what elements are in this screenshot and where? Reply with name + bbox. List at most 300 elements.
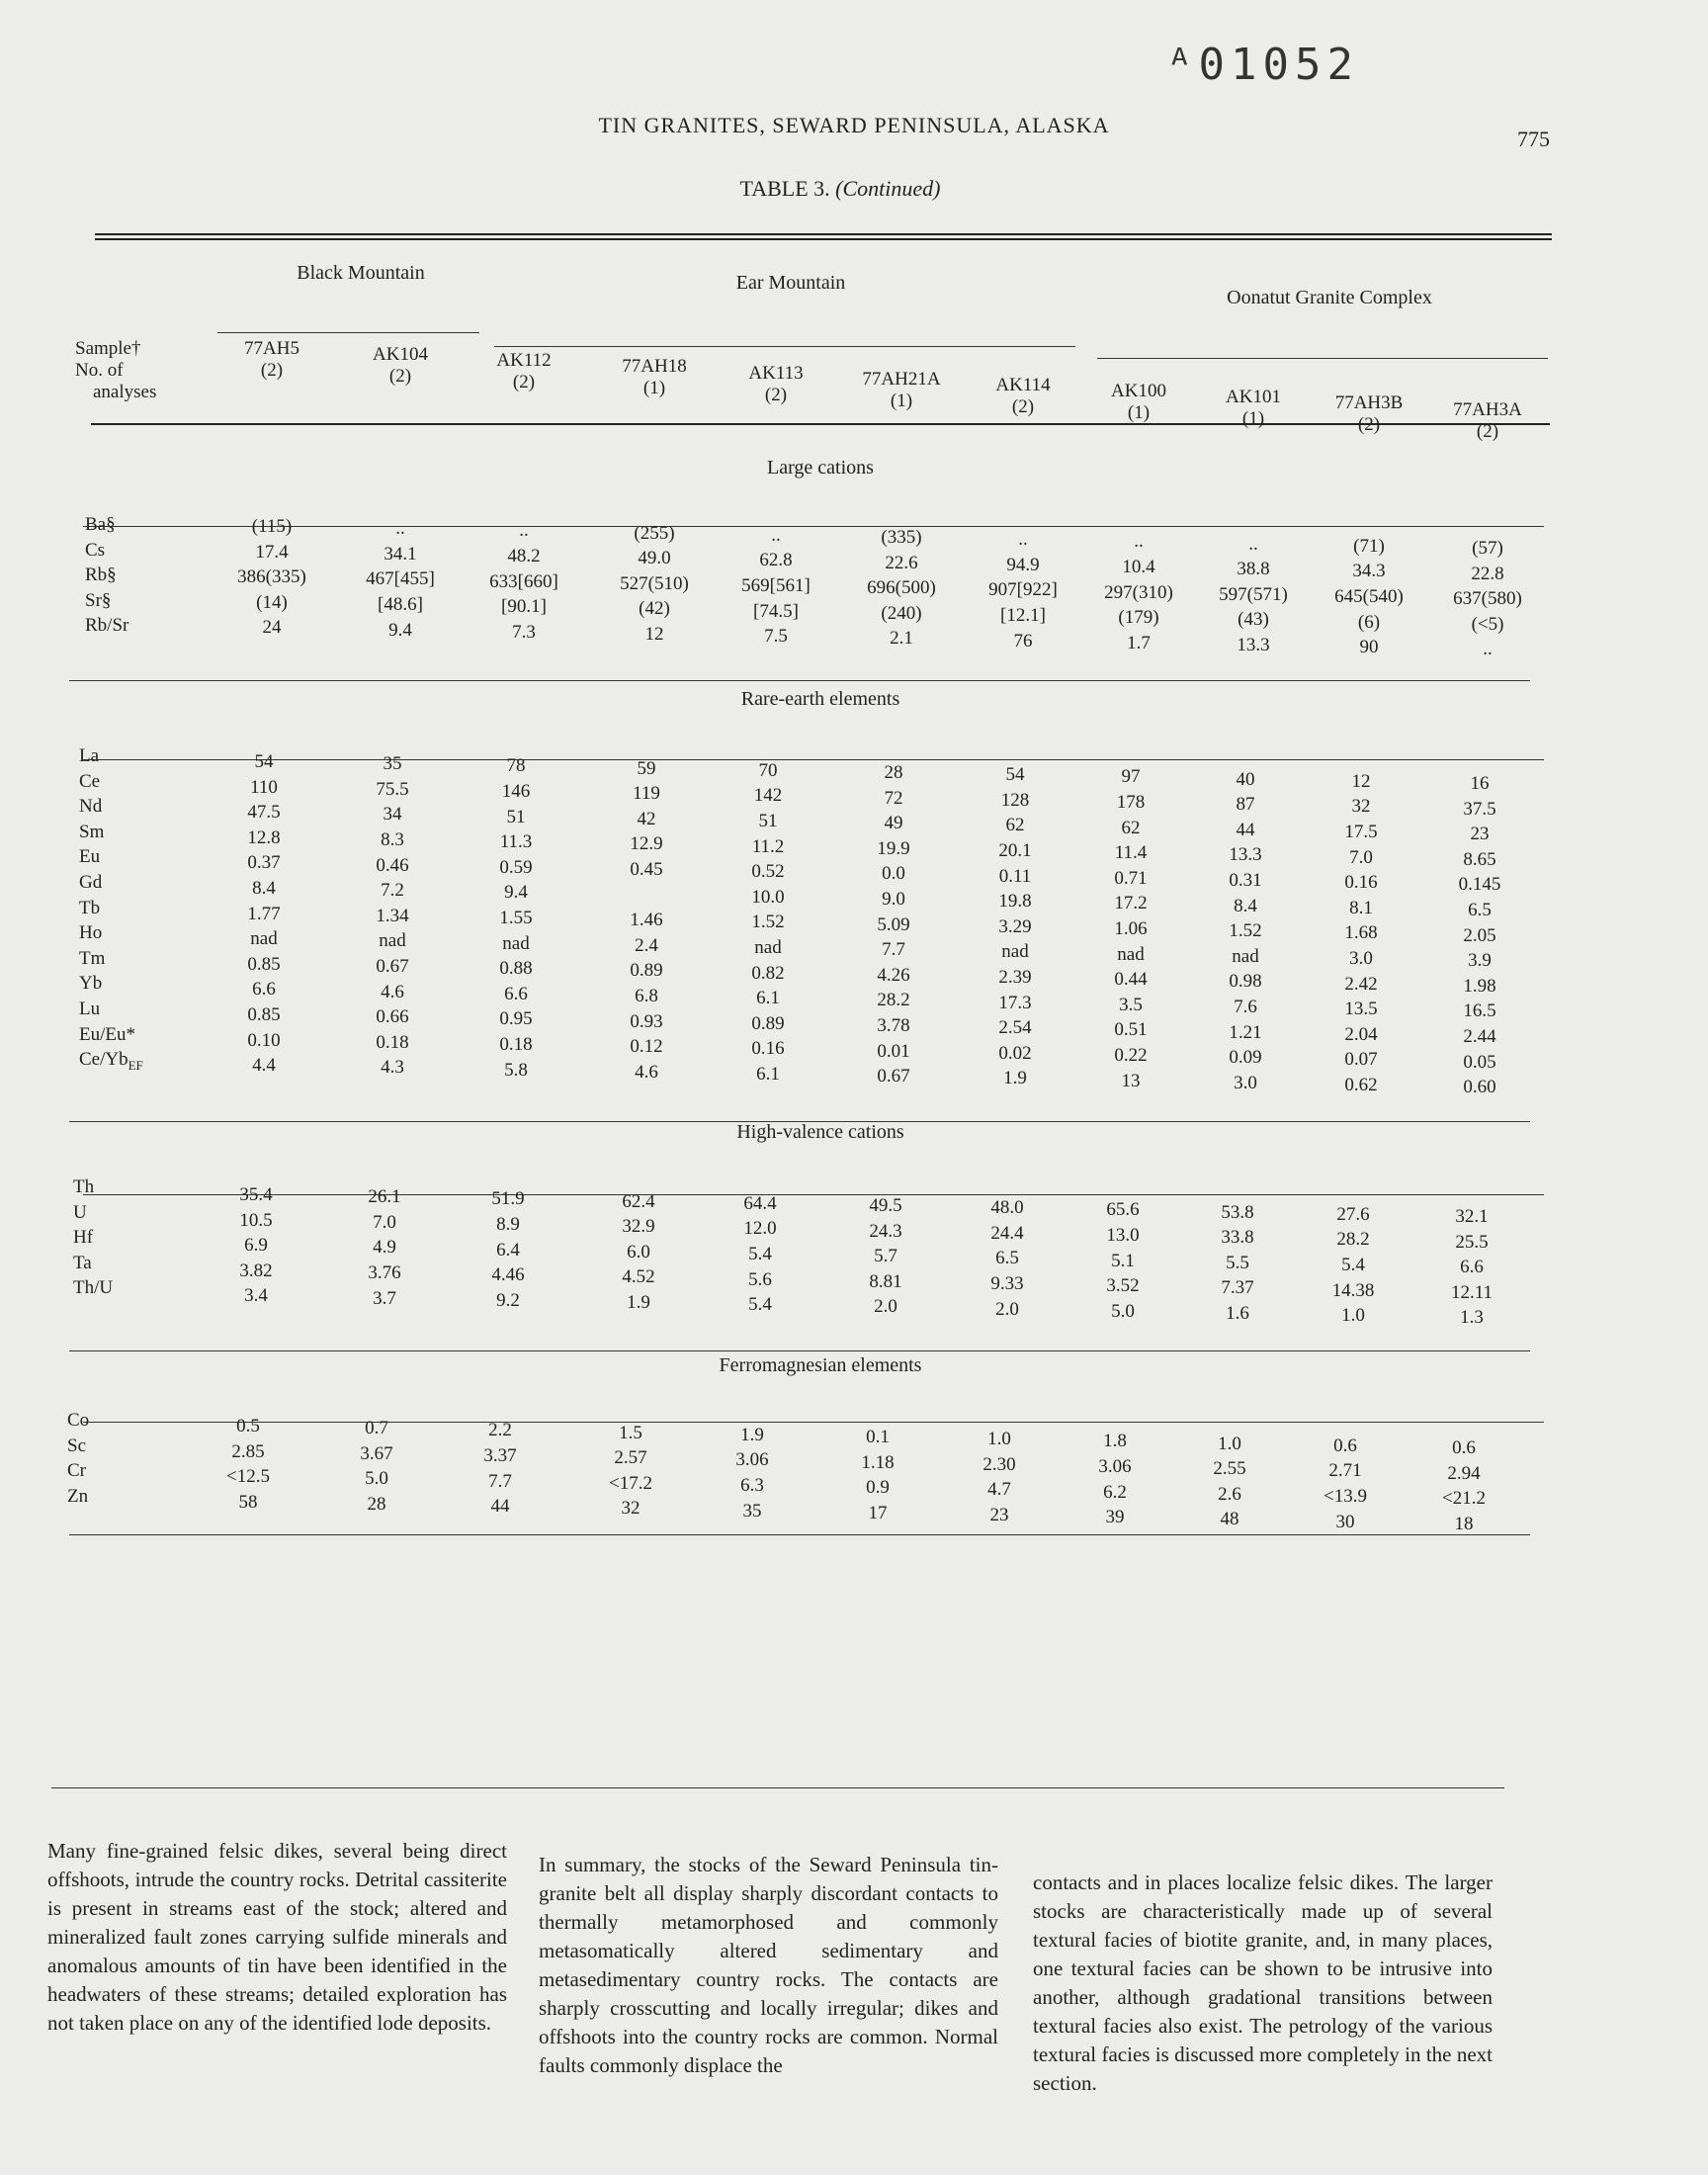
table-cell: 0.89 [751,1012,785,1034]
table-cell: 3.06 [735,1449,769,1471]
group-rule-ear [494,346,1075,347]
table-cell: 13.5 [1344,999,1378,1020]
table-cell: 0.0 [882,863,905,885]
sample-id: 77AH18 [622,356,687,378]
table-cell: (6) [1357,611,1381,633]
table-cell: nad [502,932,530,954]
table-cell: 3.37 [483,1444,517,1466]
data-column-AK104 [322,1416,431,1517]
table-cell: 6.1 [756,988,780,1009]
group-rule-black [217,332,479,333]
row-label: Hf [73,1227,94,1249]
data-column-AK113 [722,523,830,650]
table-cell: 32.1 [1455,1206,1489,1227]
table-cell: 2.55 [1213,1458,1246,1480]
data-column-77AH21A [831,1193,940,1320]
data-column-AK101 [1199,532,1308,658]
table-cell: 6.4 [496,1239,520,1261]
table-cell: 5.4 [748,1243,772,1264]
table-cell: 49 [884,813,903,834]
table-label: TABLE 3. [739,176,830,201]
table-cell: 13 [1121,1070,1141,1091]
table-cell: 0.44 [1114,969,1148,991]
table-cell: 6.2 [1103,1481,1127,1503]
table-cell: 49.0 [638,548,671,569]
table-cell: 5.09 [877,914,910,935]
table-cell: <21.2 [1442,1488,1486,1510]
table-cell: nad [379,930,406,952]
table-cell: 1.6 [1226,1302,1249,1324]
data-column-77AH18 [592,756,701,1086]
data-column-77AH5 [217,514,326,641]
section-title: Rare-earth elements [740,688,900,710]
data-column-AK112 [462,753,570,1083]
table-cell: 19.8 [998,891,1032,913]
table-cell: 59 [637,757,656,779]
data-column-77AH18 [584,1189,693,1316]
table-cell: 28.2 [1336,1229,1370,1251]
table-cell: 178 [1116,791,1146,813]
table-cell: 44 [490,1496,510,1518]
table-cell: 23 [989,1504,1009,1525]
sample-analyses-count: (2) [512,372,536,393]
data-column-AK112 [454,1186,562,1313]
row-label: Tb [79,897,101,918]
table-cell: 12.9 [630,833,663,855]
table-cell: 0.60 [1463,1077,1496,1098]
table-cell: 1.8 [1103,1431,1127,1452]
table-cell: 44 [1236,819,1255,840]
table-cell: 34 [383,804,402,826]
table-cell: <17.2 [609,1472,652,1494]
table-cell: 3.82 [239,1260,273,1281]
table-cell: 13.3 [1237,634,1270,655]
table-cell: 0.1 [866,1427,890,1447]
table-cell: 9.0 [882,888,905,910]
table-cell: 0.82 [751,962,785,984]
table-cell: 62.8 [759,550,793,571]
table-cell: 0.45 [630,858,663,880]
table-cell: 47.5 [247,802,281,824]
table-cell: 27.6 [1336,1203,1370,1225]
table-cell: 0.46 [376,854,409,876]
group-rule-oonatut [1097,358,1548,359]
table-cell: 0.52 [751,861,785,883]
table-cell: 0.6 [1333,1435,1357,1456]
table-cell: 7.7 [882,939,905,961]
sample-header-AK112 [465,350,583,393]
row-label: Eu [79,846,101,868]
sample-analyses-count: (1) [642,378,666,399]
sample-header-77AH18 [595,356,714,399]
table-cell: 94.9 [1006,554,1040,575]
row-label: Yb [79,973,103,995]
table-cell: 110 [250,776,278,798]
table-cell: 1.77 [247,903,281,924]
table-cell: 3.4 [244,1285,268,1307]
table-cell: 4.46 [491,1264,525,1286]
table-cell: 30 [1335,1511,1355,1532]
row-label: Sc [67,1435,86,1456]
table-cell: 12 [644,623,664,645]
data-column-77AH5 [194,1414,302,1515]
sample-analyses-count: (1) [1241,408,1265,430]
row-label: U [73,1201,87,1223]
table-cell: 0.67 [877,1066,910,1088]
table-cell: 8.4 [252,877,276,899]
row-label: Sr§ [85,589,112,611]
table-cell: (71) [1353,535,1385,557]
data-column-77AH3A [1417,1204,1526,1331]
sample-analyses-count: (2) [388,366,412,388]
table-cell: 22.6 [885,552,918,573]
table-cell: 39 [1105,1507,1125,1528]
sample-header-77AH3B [1310,392,1428,436]
table-cell: 5.7 [874,1246,897,1267]
table-cell: 75.5 [376,778,409,800]
sample-analyses-count: (2) [1476,420,1499,442]
table-cell: 527(510) [620,572,689,594]
row-label: Ho [79,922,103,944]
sample-id: AK112 [496,350,552,372]
table-cell: 17.2 [1114,893,1148,914]
table-cell: 146 [501,780,531,802]
table-cell: 9.2 [496,1289,520,1311]
table-cell: 597(571) [1219,583,1288,605]
table-cell: 1.52 [751,912,785,933]
table-cell: 23 [1470,824,1490,845]
table-cell: 7.3 [512,621,536,643]
table-cell: 13.3 [1229,844,1262,866]
row-labels [67,1408,89,1509]
table-cell: 12 [1351,770,1371,792]
table-cell: .. [395,518,405,540]
table-cell: 78 [506,755,526,777]
row-label: Eu/Eu* [79,1023,135,1045]
table-cell: 5.6 [748,1268,772,1290]
table-cell: 1.9 [1003,1068,1027,1089]
sample-id: 77AH21A [862,368,941,390]
table-cell: nad [1117,943,1145,965]
table-cell: 3.0 [1234,1072,1257,1093]
table-cell: 32.9 [622,1216,655,1238]
table-cell: 2.05 [1463,924,1496,946]
table-cell: 32 [621,1498,640,1520]
body-column-2: In summary, the stocks of the Seward Peninsula tin-granite belt all display sharply discordant contacts to thermally metamorphosed and commonly metasomatically altered sedimentary and metasedimentary country rocks. The contacts are sharply crosscutting and locally irregular; dikes and offshoots into the country rocks are common. Normal faults commonly displace the [539,1853,998,2077]
table-cell: 90 [1359,637,1379,658]
table-cell: 0.16 [751,1038,785,1060]
table-cell: 62.4 [622,1190,655,1212]
sample-id: 77AH5 [244,338,299,359]
table-cell: 17 [868,1502,888,1523]
table-cell: 0.66 [376,1006,409,1028]
table-cell: 7.7 [488,1470,512,1492]
table-cell: 8.4 [1234,895,1257,916]
table-cell: 2.57 [614,1447,647,1469]
table-cell: 28 [884,762,903,783]
table-cell: 8.3 [381,828,404,850]
table-cell: 1.52 [1229,920,1262,942]
table-cell: 11.2 [751,835,785,857]
table-cell: 0.5 [236,1416,260,1436]
table-cell: 0.67 [376,955,409,977]
table-cell: 2.2 [488,1420,512,1441]
body-column-1: Many fine-grained felsic dikes, several being direct offshoots, intrude the country rocks. Detrital cassiterite is present in streams east of the stock; altered and mineralized fault zones carrying sulfide minerals and anomalous amounts of tin have been identified in the headwaters of these streams; detailed exploration has not taken place on any of the identified lode deposits. [47,1839,507,2035]
table-cell: 5.4 [748,1294,772,1316]
table-cell: 0.09 [1229,1047,1262,1069]
data-column-77AH21A [847,525,956,652]
sample-header-77AH5 [213,338,331,382]
data-column-77AH3B [1315,534,1423,660]
group-oonatut: Oonatut Granite Complex [1227,287,1432,308]
data-column-AK100 [1068,1197,1177,1324]
table-cell: 0.18 [376,1031,409,1053]
table-cell: 0.6 [1452,1437,1476,1458]
table-cell: 10.5 [239,1209,273,1231]
table-cell: 48.0 [990,1197,1024,1219]
table-cell: 1.9 [740,1424,764,1445]
table-cell: 2.0 [874,1296,897,1318]
row-label: Gd [79,871,103,893]
data-column-77AH5 [210,749,318,1079]
table-cell: 7.2 [381,880,404,902]
row-labels [79,743,143,1073]
table-cell: 9.33 [990,1272,1024,1294]
data-column-AK114 [945,1427,1054,1527]
data-column-AK101 [1175,1432,1284,1532]
running-head: TIN GRANITES, SEWARD PENINSULA, ALASKA [598,113,1110,137]
data-column-AK100 [1076,764,1185,1093]
table-cell: 70 [758,759,778,781]
table-cell: 0.98 [1229,971,1262,993]
table-cell: 1.5 [619,1422,642,1443]
table-cell: 386(335) [237,566,306,588]
table-cell: 12.0 [743,1218,777,1240]
data-column-77AH21A [823,1425,932,1525]
sample-header-AK100 [1079,381,1198,424]
footnote-rule [51,1787,1504,1788]
body-column-3: contacts and in places localize felsic dikes. The larger stocks are characteristically made up of several textural facies of biotite granite, and, in many places, one textural facies can be shown to be intrusive into another, although gradational transitions between textural facies also exist. The petrology of the various textural facies is discussed more completely in the next section. [1033,1870,1493,2095]
data-column-AK101 [1191,767,1300,1096]
table-cell: 35 [383,753,402,775]
table-cell: 645(540) [1334,585,1404,607]
table-cell: .. [519,520,529,542]
table-cell: 467[455] [366,568,435,590]
sample-id: AK114 [995,374,1051,395]
table-cell: 42 [637,808,656,829]
row-labels [85,512,128,639]
table-cell: (14) [256,591,288,613]
sample-analyses-count: (1) [890,390,913,411]
row-label: Ta [73,1252,92,1273]
table-caption [0,176,1680,202]
table-cell: 2.54 [998,1017,1032,1039]
table-top-rule [95,233,1552,235]
table-cell: 1.0 [1341,1305,1365,1327]
data-column-77AH3B [1307,769,1415,1098]
data-column-AK113 [698,1423,807,1523]
table-cell: .. [1018,529,1028,551]
section-title: Large cations [767,457,874,478]
table-cell: 34.1 [384,543,417,565]
table-cell: 3.06 [1098,1455,1132,1477]
table-cell: 0.02 [998,1042,1032,1064]
table-cell: 53.8 [1221,1201,1254,1223]
table-cell: 22.8 [1471,563,1504,584]
table-cell: 5.0 [1111,1300,1135,1322]
data-column-AK113 [706,1191,814,1318]
table-cell: 2.6 [1218,1483,1241,1505]
table-cell: 1.34 [376,905,409,926]
table-cell: 0.37 [247,852,281,874]
table-cell: 37.5 [1463,798,1496,820]
table-cell: 9.4 [504,882,528,904]
table-cell: 2.39 [998,966,1032,988]
header-labels [75,338,156,403]
table-cell: 17.4 [255,541,289,563]
table-cell: 7.0 [1349,846,1373,868]
data-column-AK114 [969,527,1077,653]
data-column-77AH3A [1425,771,1534,1100]
table-cell: 33.8 [1221,1227,1254,1249]
data-column-77AH3B [1299,1202,1408,1329]
archive-stamp: ᴬ01052 [1166,40,1359,90]
table-cell: 6.6 [1460,1257,1484,1278]
table-cell: 119 [633,783,660,805]
table-cell: 54 [1005,764,1025,786]
table-cell: 2.71 [1328,1460,1362,1482]
table-cell: 637(580) [1453,588,1522,610]
table-cell: 7.37 [1221,1277,1254,1299]
table-cell: 34.3 [1352,561,1386,582]
row-label: Sm [79,821,105,842]
table-cell: 51 [506,806,526,827]
table-cell: 6.1 [756,1063,780,1085]
table-cell: 907[922] [988,579,1058,601]
table-cell: 3.0 [1349,947,1373,969]
table-cell: 48.2 [507,545,541,566]
sample-header-77AH3A [1428,399,1547,443]
table-cell: 3.7 [373,1287,396,1309]
sample-analyses-count: (1) [1127,402,1151,424]
table-cell: 2.44 [1463,1025,1496,1047]
sample-id: 77AH3A [1453,398,1522,420]
table-cell: 10.4 [1122,556,1155,577]
table-cell [592,883,701,909]
table-cell: 24.4 [990,1222,1024,1244]
table-cell: 0.145 [1458,874,1501,896]
table-cell: 12.8 [247,826,281,848]
table-cell: 8.9 [496,1213,520,1235]
table-cell: 18 [1454,1513,1474,1534]
table-cell: (<5) [1471,613,1504,635]
table-cell: 8.81 [869,1270,902,1292]
table-cell: 35.4 [239,1184,273,1205]
sample-header-AK113 [717,363,835,406]
table-cell: [12.1] [1000,604,1046,626]
table-cell: 6.8 [635,985,658,1006]
table-cell: 12.11 [1450,1281,1494,1303]
row-label: Rb§ [85,565,117,586]
sample-id: AK100 [1111,381,1166,402]
table-cell: 2.85 [231,1440,265,1462]
table-cell: 0.85 [247,1003,281,1025]
table-cell: 0.10 [247,1029,281,1051]
section-end-rule [69,1350,1530,1351]
row-label: Rb/Sr [85,615,129,637]
data-column-77AH18 [600,521,709,648]
table-cell: 142 [753,785,783,807]
row-labels [73,1174,113,1301]
row-label: Th/U [73,1277,114,1299]
table-cell: .. [1483,639,1493,660]
table-cell: 2.4 [635,934,658,956]
table-cell: 0.88 [499,958,533,980]
table-cell: 3.29 [998,915,1032,937]
table-cell: 0.31 [1229,869,1262,891]
table-cell: 20.1 [998,839,1032,861]
row-label: Lu [79,998,101,1019]
data-column-77AH18 [576,1421,685,1522]
row-label: Co [67,1410,90,1431]
table-cell: 1.18 [861,1451,895,1473]
sample-analyses-count: (2) [260,360,284,381]
table-cell: nad [1232,945,1259,967]
table-cell: 3.67 [360,1442,393,1464]
table-cell: 0.22 [1114,1044,1148,1066]
section-title: Ferromagnesian elements [719,1354,922,1376]
table-cell: 0.71 [1114,867,1148,889]
table-cell: 6.0 [627,1241,650,1262]
row-label: Ce [79,770,101,792]
table-cell: 32 [1351,796,1371,818]
table-cell: 0.51 [1114,1019,1148,1041]
table-cell: 16.5 [1463,1000,1496,1022]
page-number: 775 [1517,127,1550,151]
table-cell: 6.6 [252,979,276,1000]
table-cell: [74.5] [753,600,799,622]
table-cell: 4.6 [635,1061,658,1083]
table-cell: .. [1134,531,1144,553]
data-column-AK100 [1084,529,1193,655]
table-cell: 5.5 [1226,1252,1249,1273]
table-cell: 569[561] [741,574,811,596]
table-cell: 19.9 [877,837,910,859]
table-cell: .. [771,524,781,546]
table-cell: 38.8 [1237,559,1270,580]
table-cell: 3.5 [1119,994,1143,1015]
table-cell: 10.0 [751,886,785,908]
table-cell: (57) [1472,538,1503,559]
table-cell: 1.46 [630,910,663,931]
data-column-77AH21A [839,760,948,1089]
data-column-AK100 [1061,1429,1169,1529]
table-cell: 8.65 [1463,848,1496,870]
table-cell: 128 [1000,789,1030,811]
table-cell: 5.0 [365,1468,388,1490]
table-cell: (42) [639,598,670,620]
table-cell: 6.5 [1468,899,1492,920]
table-cell: 24.3 [869,1220,902,1242]
table-cell: (179) [1118,607,1159,629]
table-cell: 17.5 [1344,821,1378,842]
table-cell: 51 [758,810,778,831]
table-cell: 0.93 [630,1010,663,1032]
table-top-rule-2 [95,238,1552,240]
data-column-77AH3A [1433,536,1542,662]
table-cell: 58 [238,1491,258,1513]
table-cell: 35 [742,1500,762,1522]
